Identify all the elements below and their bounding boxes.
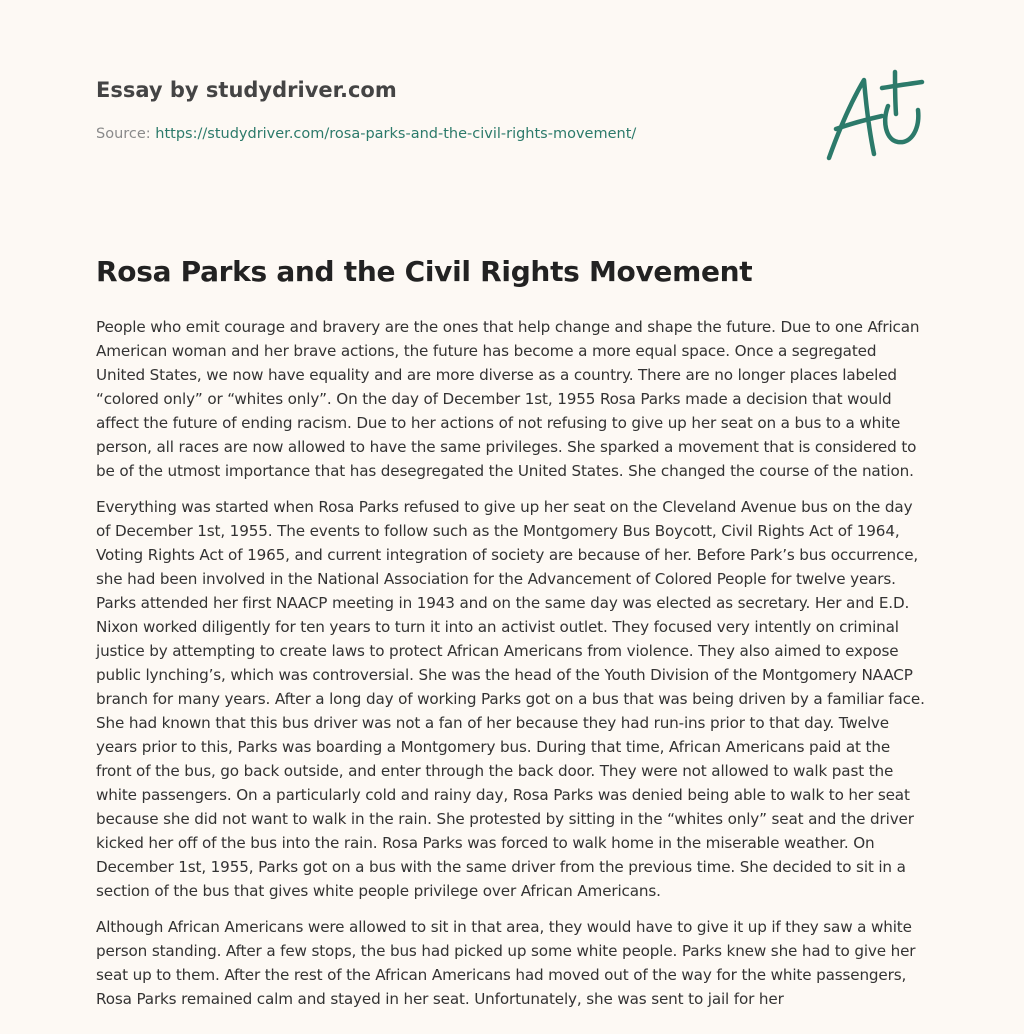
source-link[interactable]: https://studydriver.com/rosa-parks-and-the-civil-rights-movement/: [155, 126, 637, 142]
source-line: [96, 124, 796, 144]
essay-title: Rosa Parks and the Civil Rights Movement: [96, 255, 753, 288]
a-plus-logo-icon: [822, 66, 928, 166]
essay-paragraph: People who emit courage and bravery are the ones that help change and shape the future. Due to one African American woman and her brave actions, the future has become a more equal space. Once a segregated United States, we now have equality and are more diverse as a country. There are no longer places labeled “colored only” or “whites only”. On the day of December 1st, 1955 Rosa Parks made a decision that would affect the future of ending racism. Due to her actions of not refusing to give up her seat on a bus to a white person, all races are now allowed to have the same privileges. She sparked a movement that is considered to be of the utmost importance that has desegregated the United States. She changed the course of the nation.: [96, 318, 920, 480]
essay-paragraph: Everything was started when Rosa Parks refused to give up her seat on the Cleveland Avenue bus on the day of December 1st, 1955. The events to follow such as the Montgomery Bus Boycott, Civil Rights Act of 1964, Voting Rights Act of 1965, and current integration of society are because of her. Before Park’s bus occurrence, she had been involved in the National Association for the Advancement of Colored People for twelve years. Parks attended her first NAACP meeting in 1943 and on the same day was elected as secretary. Her and E.D. Nixon worked diligently for ten years to turn it into an activist outlet. They focused very intently on criminal justice by attempting to create laws to protect African Americans from violence. They also aimed to expose public lynching’s, which was controversial. She was the head of the Youth Division of the Montgomery NAACP branch for many years. After a long day of working Parks got on a bus that was being driven by a familiar face. She had known that this bus driver was not a fan of her because they had run-ins prior to that day. Twelve years prior to this, Parks was boarding a Montgomery bus. During that time, African Americans paid at the front of the bus, go back outside, and enter through the back door. They were not allowed to walk past the white passengers. On a particularly cold and rainy day, Rosa Parks was denied being able to walk to her seat because she did not want to walk in the rain. She protested by sitting in the “whites only” seat and the driver kicked her off of the bus into the rain. Rosa Parks was forced to walk home in the miserable weather. On December 1st, 1955, Parks got on a bus with the same driver from the previous time. She decided to sit in a section of the bus that gives white people privilege over African Americans.: [96, 498, 925, 900]
essay-body: [96, 315, 928, 1023]
site-brand: Essay by studydriver.com: [96, 78, 397, 102]
essay-header: [96, 76, 796, 144]
source-label: Source:: [96, 126, 151, 142]
essay-paragraph: Although African Americans were allowed to sit in that area, they would have to give it up if they saw a white person standing. After a few stops, the bus had picked up some white people. Parks knew she had to give her seat up to them. After the rest of the African Americans had moved out of the way for the white passengers, Rosa Parks remained calm and stayed in her seat. Unfortunately, she was sent to jail for her: [96, 918, 916, 1008]
